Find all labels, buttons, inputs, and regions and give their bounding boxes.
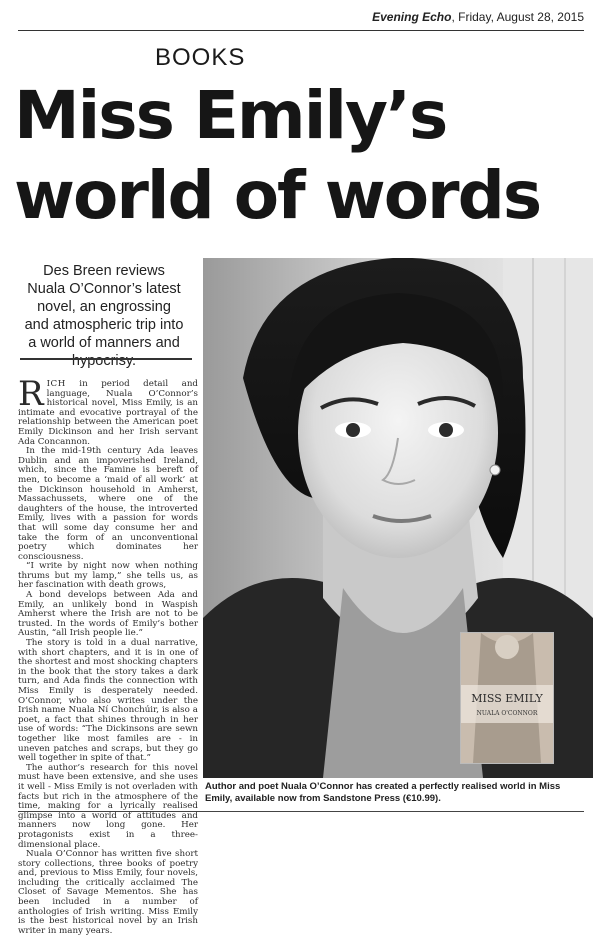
paragraph-5: The story is told in a dual narrative, with short chapters, and it is in one of the shortest and most shocking chapters in the book that the story takes a dark turn, and Ada finds the connection with Miss Emily is desperately needed. O’Connor, who also writes under the Irish name Nuala Ní Chonchúir, is also a poet, a fact that shines through in her use of words: “The Dickinsons are sewn together like most familes are - in uneven patches and scraps, but they go well together in spite of that.” (18, 638, 198, 764)
paragraph-1 (18, 374, 198, 447)
paragraph-1-text: in period detail and language, Nuala O’Connor’s historical novel, Miss Emily, is an intimate and evocative portrayal of the relationship between the American poet Emily Dickinson and her Irish servant Ada Concannon. (18, 379, 198, 447)
headline (14, 76, 540, 236)
standfirst: Des Breen reviews Nuala O’Connor’s latest novel, an engrossing and atmospheric trip into a world of manners and hypocrisy. (24, 263, 184, 369)
paragraph-6: The author’s research for this novel must have been extensive, and she uses it well - Miss Emily is not overladen with facts but rich in the atmosphere of the time, making for a lyrically realised glimpse into a world of attitudes and manners now long gone. Her protagonists exist in a three-dimensional place. (18, 762, 198, 850)
masthead (0, 0, 602, 30)
bottom-rule (18, 811, 584, 812)
cover-author: NUALA O'CONNOR (476, 710, 538, 717)
article-body (18, 374, 198, 936)
paper-name: Evening Echo (372, 10, 452, 24)
paragraph-2: In the mid-19th century Ada leaves Dublin and an impoverished Ireland, which, since the Famine is bereft of men, to become a ‘maid of all work’ at the Dickinson household in Amherst, Massachussets, where one of the daughters of the house, the introverted Emily, lives with a passion for words that will some day consume her and take the form of an unconventional poetry which dominates her consciousness. (18, 446, 198, 562)
cover-title: MISS EMILY (471, 692, 543, 705)
issue-date: , Friday, August 28, 2015 (451, 10, 584, 24)
section-label: BOOKS (155, 44, 246, 71)
standfirst-rule (20, 358, 192, 360)
top-rule (18, 30, 584, 31)
paragraph-3: “I write by night now when nothing thrums but my lamp,” she tells us, as her fascination with death grows, (18, 561, 198, 591)
paragraph-7: Nuala O’Connor has written five short story collections, three books of poetry and, previous to Miss Emily, four novels, including the critically acclaimed The Closet of Savage Mementos. She has been included in a number of anthologies of Irish writing. Miss Emily is the best historical novel by an Irish writer in many years. (18, 849, 198, 936)
headline-line-1: Miss Emily’s (14, 77, 447, 154)
book-cover (460, 632, 554, 764)
headline-line-2: world of words (14, 157, 541, 234)
paragraph-4: A bond develops between Ada and Emily, an unlikely bond in Waspish Amherst where the Irish are not to be trusted. In the words of Emily’s bother Austin, “all Irish people lie.” (18, 590, 198, 639)
drop-cap: R (18, 374, 44, 414)
photo-caption: Author and poet Nuala O’Connor has created a perfectly realised world in Miss Emily, available now from Sandstone Press (€10.99). (205, 781, 561, 804)
lead-word: ICH (46, 379, 66, 389)
masthead-line (372, 10, 584, 24)
